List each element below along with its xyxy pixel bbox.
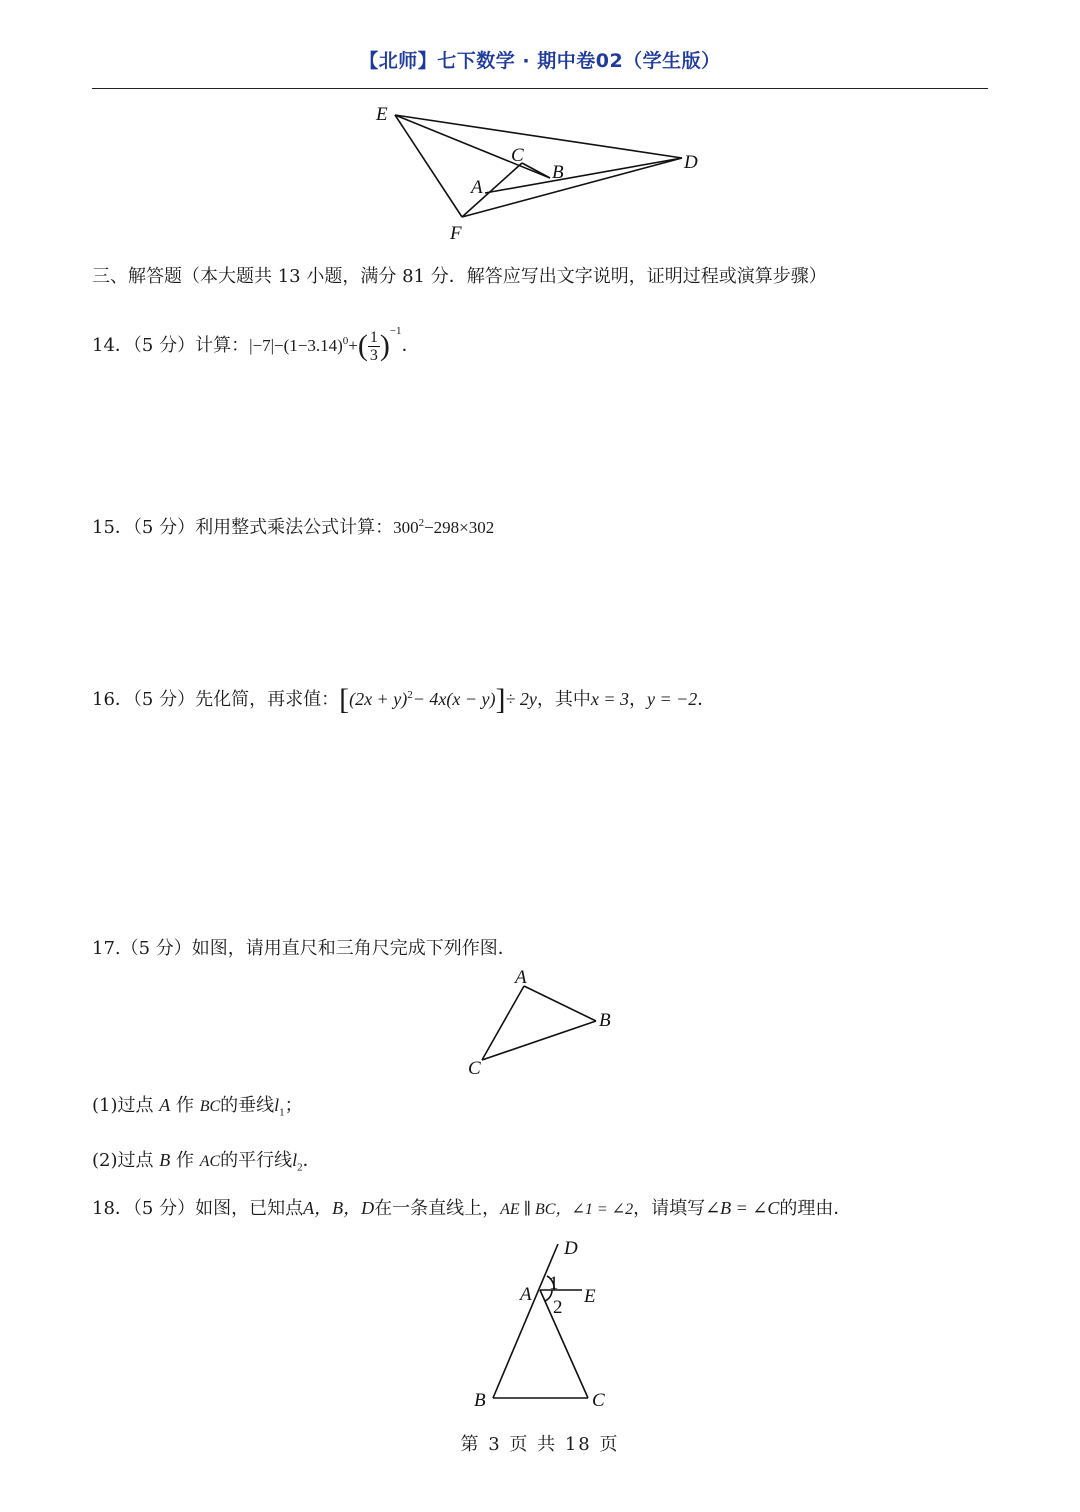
q17-p1-pre: (1)过点: [92, 1095, 154, 1116]
label-c: C: [511, 145, 524, 166]
q17-part2: [92, 1147, 321, 1181]
q17-p1-mid: 作: [175, 1095, 194, 1116]
q16-rbracket: ]: [495, 683, 506, 716]
label-a: A: [520, 1284, 532, 1305]
label-angle-2: 2: [553, 1297, 563, 1318]
figure-triangle-abc-with-transversal: [460, 1232, 630, 1412]
q14-abs: |−7|: [249, 336, 274, 355]
q17-p1-end: ；: [284, 1095, 303, 1116]
q15-prefix: 15．（5 分）利用整式乘法公式计算：: [92, 517, 394, 538]
q17-p2-post: 的平行线: [220, 1150, 293, 1171]
q18-target: ∠B = ∠C: [705, 1198, 780, 1218]
q16-div: ÷ 2y: [505, 689, 537, 709]
q16-comma: ，: [628, 689, 647, 710]
segment-cb: [522, 163, 550, 178]
q14-fraction: [368, 329, 380, 364]
q18-pre: 18．（5 分）如图，已知点: [92, 1198, 304, 1219]
label-a: A: [471, 177, 483, 198]
q17-part1: [92, 1092, 303, 1126]
segment-bc: [482, 1021, 596, 1060]
segment-ec: [395, 115, 550, 178]
label-a: A: [515, 967, 527, 988]
q16-cond2: y = −2: [646, 689, 698, 709]
segment-ca: [482, 986, 524, 1060]
label-e: E: [584, 1286, 596, 1307]
q14-rparen: ): [379, 329, 390, 362]
question-18: [92, 1195, 851, 1223]
q16-inner1: (2x + y): [349, 689, 408, 709]
q18-points: A，B，D: [303, 1198, 375, 1218]
question-17: 17.（5 分）如图，请用直尺和三角尺完成下列作图．: [92, 938, 516, 959]
page-footer: 第 3 页 共 18 页: [460, 1434, 620, 1455]
segment-ef: [395, 115, 462, 217]
figure-triangle-abc: [460, 966, 630, 1078]
q15-rest: −298×302: [424, 518, 495, 537]
q17-p1-sub: 1: [279, 1106, 285, 1119]
question-16: [92, 680, 715, 715]
section-heading: 三、解答题（本大题共 13 小题，满分 81 分．解答应写出文字说明，证明过程或演算步骤）: [92, 266, 827, 287]
q18-mid: 在一条直线上，: [374, 1198, 501, 1219]
q17-p2-mid: 作: [175, 1150, 194, 1171]
q17-p1-post: 的垂线: [220, 1095, 275, 1116]
segment-ac: [540, 1290, 588, 1398]
q16-end: ．: [697, 689, 716, 710]
figure-triangles-edf: [360, 98, 720, 248]
label-f: F: [450, 223, 462, 244]
q14-lparen: (: [357, 329, 368, 362]
header-divider: [92, 88, 988, 89]
label-d: D: [564, 1238, 578, 1259]
q16-lbracket: [: [339, 683, 350, 716]
q14-paren: (1−3.14): [283, 336, 343, 355]
q17-p1-segment: BC: [199, 1098, 221, 1115]
q18-end: 的理由．: [779, 1198, 852, 1219]
segment-ab: [524, 986, 596, 1021]
label-b: B: [599, 1010, 611, 1031]
q17-p2-point: B: [159, 1150, 171, 1170]
question-14: [92, 324, 420, 364]
q17-p2-sub: 2: [297, 1161, 303, 1174]
label-e: E: [376, 104, 388, 125]
q14-prefix: 14．（5 分）计算：: [92, 335, 250, 356]
q14-exp0: 0: [342, 335, 349, 347]
q17-p1-line: l: [274, 1095, 280, 1115]
q16-cond1: x = 3: [590, 689, 629, 709]
label-b: B: [474, 1390, 486, 1411]
q14-frac-num: 1: [369, 328, 378, 346]
q17-p1-point: A: [159, 1095, 171, 1115]
q17-p2-line: l: [292, 1150, 298, 1170]
label-d: D: [684, 152, 698, 173]
q16-mid: ，其中: [536, 689, 591, 710]
segment-ed: [395, 115, 682, 158]
q16-inner2: − 4x(x − y): [412, 689, 496, 709]
label-b: B: [552, 162, 564, 183]
q15-exp: 2: [418, 517, 425, 529]
q16-exp: 2: [407, 689, 413, 701]
q15-base: 300: [393, 518, 419, 537]
label-c: C: [468, 1058, 481, 1079]
q14-minus: −: [273, 336, 284, 355]
q17-p2-segment: AC: [199, 1153, 221, 1170]
q16-prefix: 16．（5 分）先化简，再求值：: [92, 689, 340, 710]
line-bd: [493, 1244, 558, 1398]
q14-frac-den: 3: [369, 346, 378, 364]
q14-plus: +: [348, 336, 358, 355]
page-header-title: 【北师】七下数学 · 期中卷02（学生版）: [359, 50, 721, 72]
label-c: C: [592, 1390, 605, 1411]
label-angle-1: 1: [549, 1273, 559, 1294]
question-15: [92, 510, 494, 541]
q17-p2-end: ．: [302, 1150, 321, 1171]
q18-condition: AE ∥ BC，∠1 = ∠2: [500, 1201, 634, 1218]
q18-mid2: ，请填写: [633, 1198, 706, 1219]
q17-p2-pre: (2)过点: [92, 1150, 154, 1171]
q14-end: ．: [401, 335, 420, 356]
q14-exp-neg1: −1: [389, 325, 402, 337]
